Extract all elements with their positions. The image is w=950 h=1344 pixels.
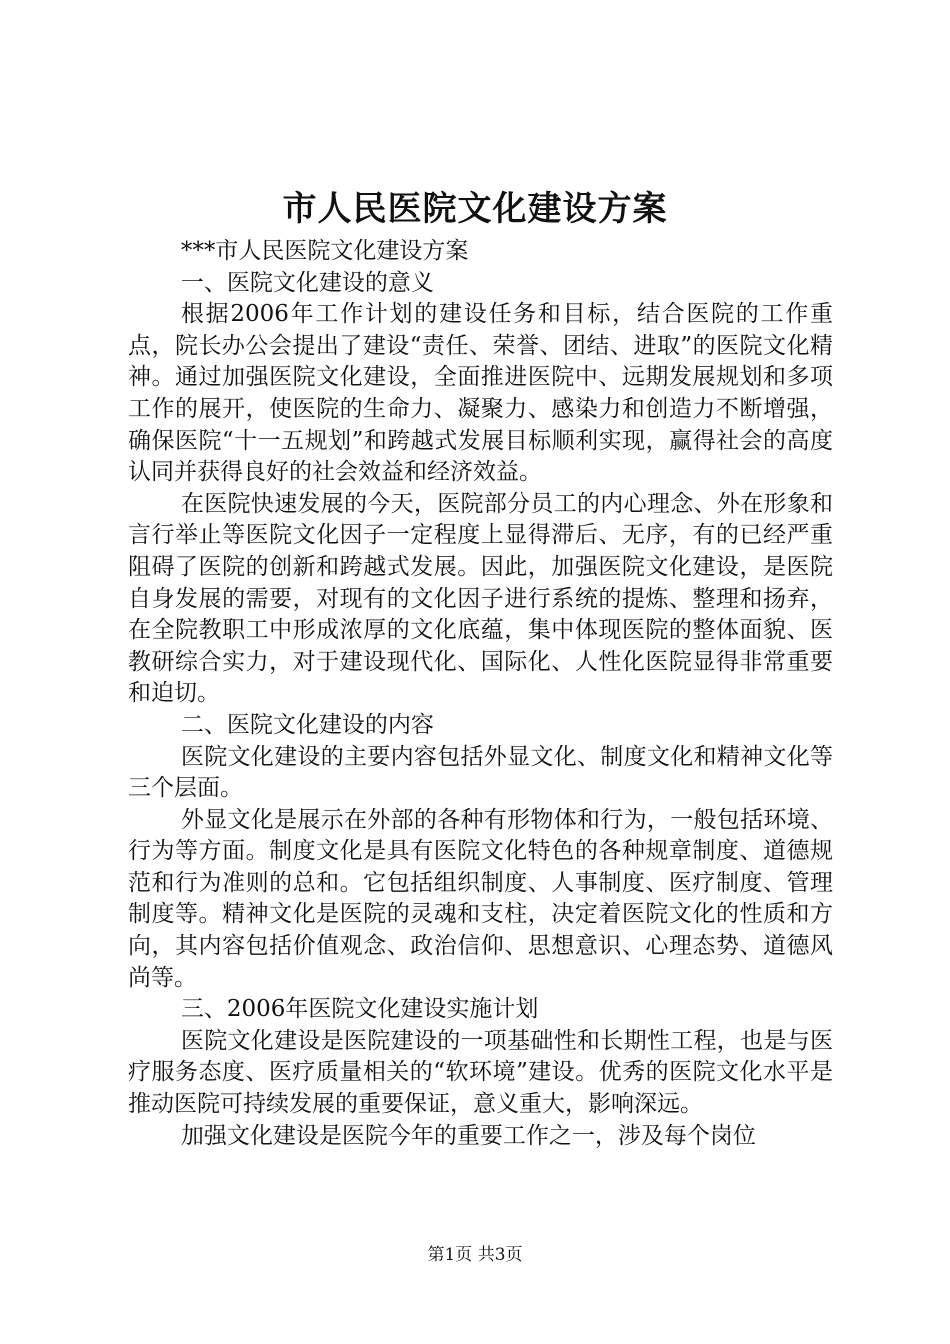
section-heading-2: 二、医院文化建设的内容 (180, 711, 434, 738)
paragraph: 外显文化是展示在外部的各种有形物体和行为，一般包括环境、行为等方面。制度文化是具有医院文化特色的各种规章制度、道德规范和行为准则的总和。它包括组织制度、人事制度、医疗制度、管理制度等。精神文化是医院的灵魂和支柱，决定着医院文化的性质和方向，其内容包括价值观念、政治信仰、思想意识、心理态势、道德风尚等。 (128, 806, 833, 991)
paragraph: 在医院快速发展的今天，医院部分员工的内心理念、外在形象和言行举止等医院文化因子一定程度上显得滞后、无序，有的已经严重阻碍了医院的创新和跨越式发展。因此，加强医院文化建设，是医院自身发展的需要，对现有的文化因子进行系统的提炼、整理和扬弃，在全院教职工中形成浓厚的文化底蕴，集中体现医院的整体面貌、医教研综合实力，对于建设现代化、国际化、人性化医院显得非常重要和迫切。 (128, 490, 833, 707)
document-body (128, 236, 833, 1152)
paragraph: 根据2006年工作计划的建设任务和目标，结合医院的工作重点，院长办公会提出了建设“责任、荣誉、团结、进取”的医院文化精神。通过加强医院文化建设，全面推进医院中、远期发展规划和多项工作的展开，使医院的生命力、凝聚力、感染力和创造力不断增强，确保医院“十一五规划”和跨越式发展目标顺利实现，赢得社会的高度认同并获得良好的社会效益和经济效益。 (128, 301, 833, 486)
paragraph: 医院文化建设的主要内容包括外显文化、制度文化和精神文化等三个层面。 (128, 743, 833, 802)
page-footer: 第1页 共3页 (427, 1245, 523, 1265)
document-title: 市人民医院文化建设方案 (282, 189, 668, 229)
document-subtitle: ***市人民医院文化建设方案 (180, 238, 469, 264)
section-heading-3: 三、2006年医院文化建设实施计划 (180, 996, 539, 1023)
paragraph: 加强文化建设是医院今年的重要工作之一，涉及每个岗位 (180, 1122, 756, 1149)
paragraph: 医院文化建设是医院建设的一项基础性和长期性工程，也是与医疗服务态度、医疗质量相关的“软环境”建设。优秀的医院文化水平是推动医院可持续发展的重要保证，意义重大，影响深远。 (128, 1027, 833, 1118)
section-heading-1: 一、医院文化建设的意义 (180, 269, 434, 296)
